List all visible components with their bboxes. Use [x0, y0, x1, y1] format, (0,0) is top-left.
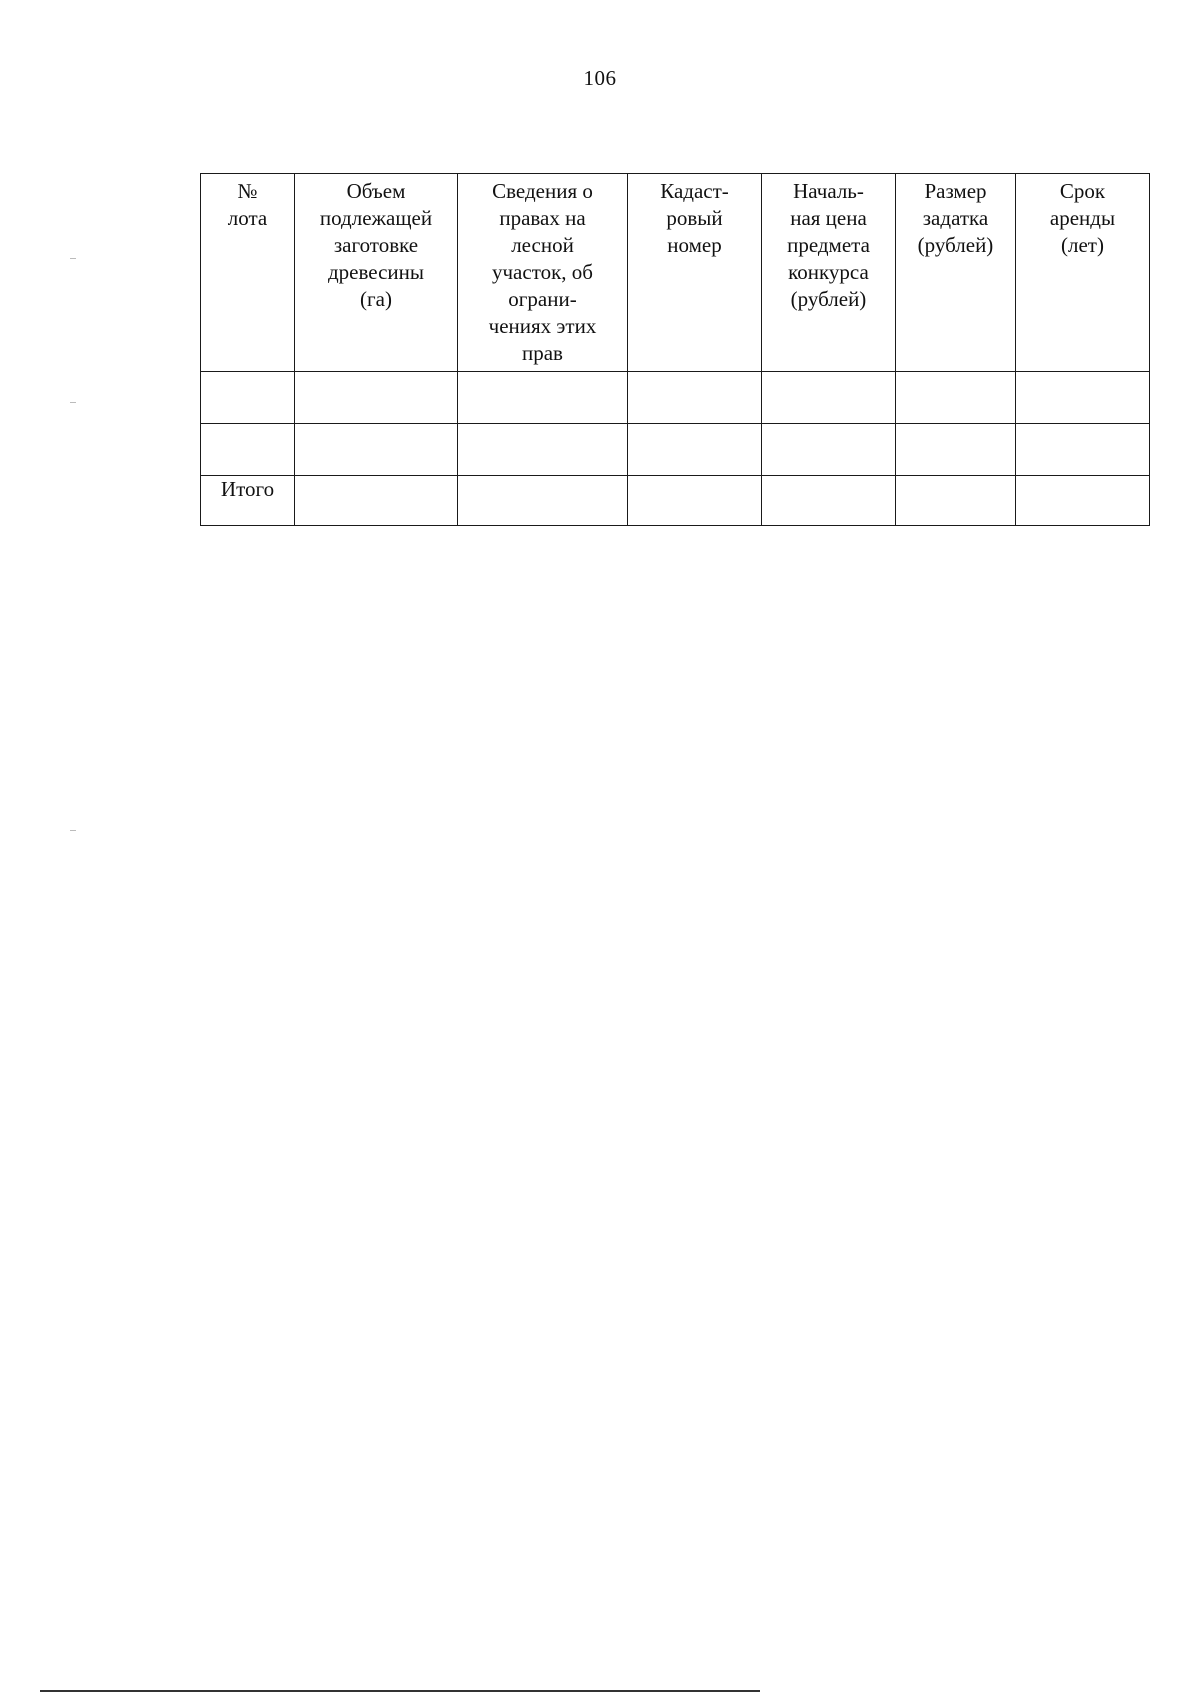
- table-cell: [896, 424, 1016, 476]
- scan-margin-mark: [70, 402, 76, 403]
- header-timber-volume: Объем подлежащей заготовке древесины (га): [295, 174, 458, 372]
- page-number: 106: [583, 66, 617, 90]
- table-cell: [1016, 476, 1150, 526]
- table-cell: [628, 476, 762, 526]
- table-cell: [762, 372, 896, 424]
- total-row: [201, 476, 1150, 526]
- header-starting-price: Началь- ная цена предмета конкурса (рублей): [762, 174, 896, 372]
- total-label: Итого: [201, 476, 295, 526]
- table-cell: [458, 424, 628, 476]
- table-cell: [458, 372, 628, 424]
- table-cell: [896, 476, 1016, 526]
- table-cell: [628, 424, 762, 476]
- scan-margin-mark: [70, 830, 76, 831]
- scan-bottom-edge: [40, 1690, 760, 1692]
- header-lot-number: № лота: [201, 174, 295, 372]
- header-cadastral-number: Кадаст- ровый номер: [628, 174, 762, 372]
- table-cell: [295, 424, 458, 476]
- header-rights-info: Сведения о правах на лесной участок, об ограни- чениях этих прав: [458, 174, 628, 372]
- table-cell: [295, 372, 458, 424]
- table-cell: [458, 476, 628, 526]
- table-row: [201, 424, 1150, 476]
- table-cell: [1016, 372, 1150, 424]
- table-cell: [1016, 424, 1150, 476]
- table-cell: [762, 476, 896, 526]
- table-cell: [201, 424, 295, 476]
- table-row: [201, 372, 1150, 424]
- table-header-row: [201, 174, 1150, 372]
- table-cell: [628, 372, 762, 424]
- header-deposit-amount: Размер задатка (рублей): [896, 174, 1016, 372]
- lots-table: [200, 173, 1150, 526]
- table-cell: [201, 372, 295, 424]
- scan-margin-mark: [70, 258, 76, 259]
- header-lease-term: Срок аренды (лет): [1016, 174, 1150, 372]
- table-cell: [295, 476, 458, 526]
- table-cell: [896, 372, 1016, 424]
- table-cell: [762, 424, 896, 476]
